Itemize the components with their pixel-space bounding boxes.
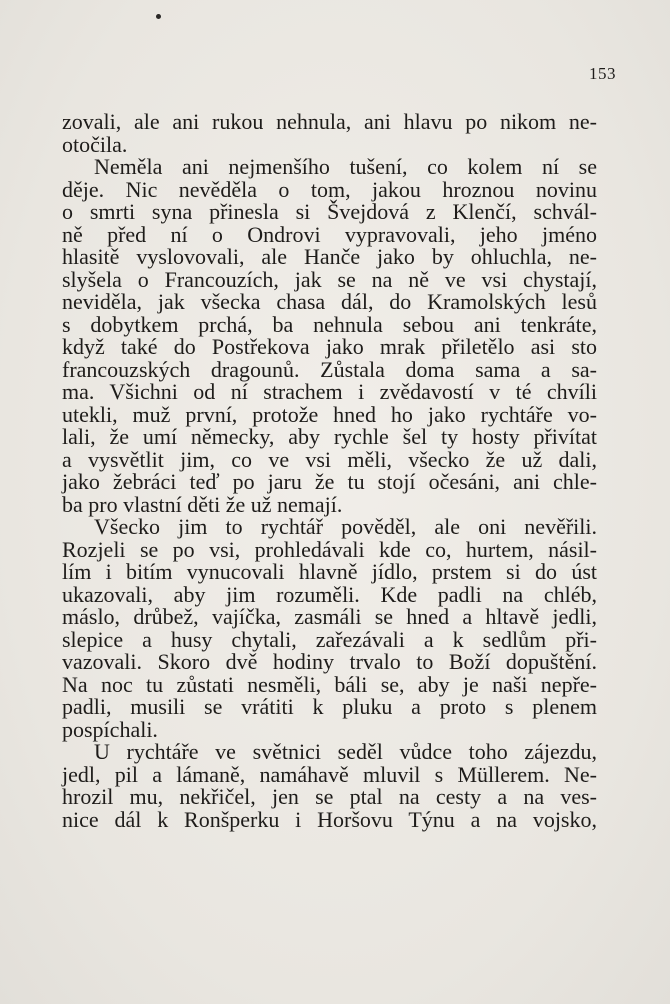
text-line: francouzských dragounů. Zůstala doma sama a sa- — [62, 356, 597, 382]
text-line: slepice a husy chytali, zařezávali a k sedlům při- — [62, 626, 597, 652]
text-line: jako žebráci teď po jaru že tu stojí očesáni, ani chle- — [62, 469, 597, 494]
text-line: děje. Nic nevěděla o tom, jakou hroznou novinu — [62, 176, 597, 202]
text-line: o smrti syna přinesla si Švejdová z Klenčí, schvál- — [62, 199, 597, 224]
text-line: lali, že umí německy, aby rychle šel ty hosty přivítat — [62, 424, 597, 449]
text-line: jedl, pil a lámaně, namáhavě mluvil s Müllerem. Ne- — [62, 761, 597, 787]
page-number: 153 — [589, 64, 616, 83]
text-line: otočila. — [62, 131, 128, 157]
text-line: lím i bitím vynucovali hlavně jídlo, prstem si do úst — [62, 559, 597, 584]
text-line: ma. Všichni od ní strachem i zvědavostí v té chvíli — [62, 379, 597, 404]
text-line: když také do Postřekova jako mrak přiletělo asi sto — [62, 334, 597, 359]
text-line: máslo, drůbež, vajíčka, zasmáli se hned a hltavě jedli, — [62, 604, 597, 629]
text-line: Neměla ani nejmenšího tušení, co kolem ní se — [94, 154, 597, 179]
text-line: ně před ní o Ondrovi vypravovali, jeho jméno — [62, 221, 597, 247]
text-line: a vysvětlit jim, co ve vsi měli, všecko že už dali, — [62, 446, 597, 472]
text-line: ukazovali, aby jim rozuměli. Kde padli na chléb, — [62, 581, 597, 607]
text-line: s dobytkem prchá, ba nehnula sebou ani tenkráte, — [62, 311, 597, 337]
text-line: neviděla, jak všecka chasa dál, do Kramolských lesů — [62, 289, 597, 314]
text-line: Všecko jim to rychtář pověděl, ale oni nevěřili. — [94, 514, 597, 539]
text-line: zovali, ale ani rukou nehnula, ani hlavu po nikom ne- — [62, 109, 597, 134]
text-line: pospíchali. — [62, 716, 158, 742]
text-line: hrozil mu, nekřičel, jen se ptal na cesty a na ves- — [62, 784, 597, 809]
ink-speck — [156, 14, 161, 19]
text-line: hlasitě vyslovovali, ale Hanče jako by ohluchla, ne- — [62, 244, 597, 269]
text-line: vazovali. Skoro dvě hodiny trvalo to Boží dopuštění. — [62, 649, 597, 674]
text-line: utekli, muž první, protože hned ho jako rychtáře vo- — [62, 401, 597, 427]
body-text — [62, 111, 597, 831]
text-line: Na noc tu zůstati nesměli, báli se, aby je naši nepře- — [62, 671, 597, 697]
text-line: ba pro vlastní děti že už nemají. — [62, 491, 343, 517]
text-line: slyšela o Francouzích, jak se na ně ve vsi chystají, — [62, 266, 597, 292]
text-line: nice dál k Ronšperku i Horšovu Týnu a na vojsko, — [62, 806, 597, 832]
text-line: Rozjeli se po vsi, prohledávali kde co, hurtem, násil- — [62, 536, 597, 562]
text-line: U rychtáře ve světnici seděl vůdce toho zájezdu, — [94, 739, 597, 764]
text-line: padli, musili se vrátiti k pluku a proto s plenem — [62, 694, 597, 719]
